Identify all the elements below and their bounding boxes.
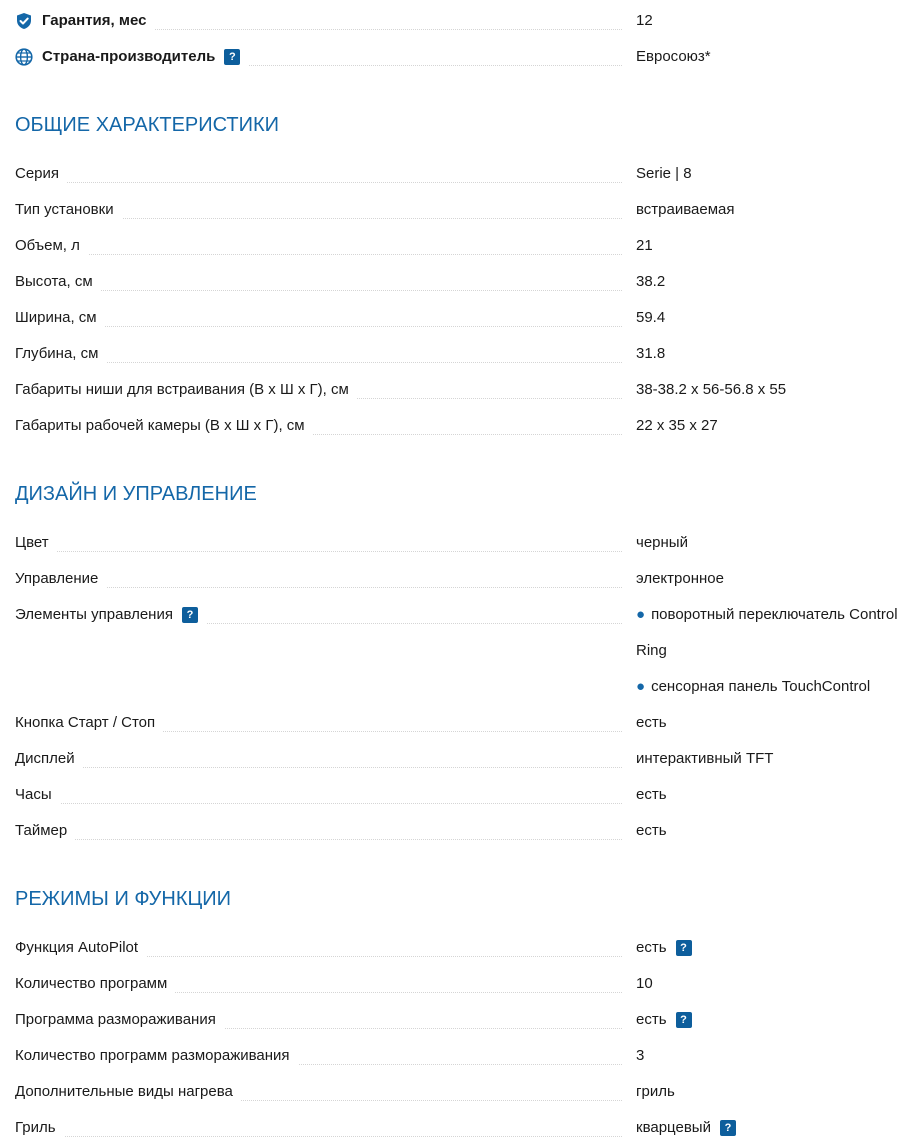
spec-label: Кнопка Старт / Стоп (15, 714, 163, 732)
spec-value: поворотный переключатель Control (651, 606, 898, 623)
spec-value: Ring (636, 642, 667, 659)
spec-label: Количество программ (15, 975, 175, 993)
spec-label: Высота, см (15, 273, 101, 291)
spec-label: Габариты ниши для встраивания (В х Ш х Г), см (15, 381, 357, 399)
spec-label: Дисплей (15, 750, 83, 768)
spec-label: Гриль (15, 1119, 64, 1137)
spec-label: Функция AutoPilot (15, 939, 146, 957)
spec-row (0, 227, 924, 263)
spec-label: Дополнительные виды нагрева (15, 1083, 241, 1101)
spec-value: 59.4 (636, 309, 666, 326)
spec-row-display (0, 740, 924, 776)
spec-row (0, 1073, 924, 1109)
spec-value: есть (636, 786, 667, 803)
spec-label: Ширина, см (15, 309, 105, 327)
spec-value: 10 (636, 975, 653, 992)
spec-label: Количество программ размораживания (15, 1047, 298, 1065)
dotted-leader (15, 839, 622, 840)
help-icon[interactable]: ? (182, 607, 198, 623)
spec-row (0, 1001, 924, 1037)
spec-value: 3 (636, 1047, 645, 1064)
spec-value: черный (636, 534, 688, 551)
spec-row (0, 155, 924, 191)
dotted-leader (15, 767, 622, 768)
spec-value: 12 (636, 12, 653, 29)
spec-row (0, 1037, 924, 1073)
spec-label: Таймер (15, 822, 75, 840)
section-title-modes: РЕЖИМЫ И ФУНКЦИИ (15, 888, 232, 910)
spec-row (0, 335, 924, 371)
help-icon[interactable]: ? (676, 1012, 692, 1028)
help-icon[interactable]: ? (676, 940, 692, 956)
spec-label: Цвет (15, 534, 57, 552)
dotted-leader (15, 803, 622, 804)
spec-label: Тип установки (15, 201, 122, 219)
spec-row-control (0, 560, 924, 596)
spec-row-continuation (0, 668, 924, 704)
dotted-leader (15, 182, 622, 183)
spec-row-color (0, 524, 924, 560)
dotted-leader (15, 1136, 622, 1137)
spec-label: Объем, л (15, 237, 88, 255)
bullet-icon: ● (636, 678, 646, 695)
spec-value: встраиваемая (636, 201, 735, 218)
spec-label: Часы (15, 786, 60, 804)
spec-row-clock (0, 776, 924, 812)
spec-label: Страна-производитель (42, 48, 216, 65)
spec-row-continuation (0, 632, 924, 668)
spec-row-country (0, 38, 924, 74)
spec-value: Евросоюз* (636, 48, 711, 65)
spec-label: Глубина, см (15, 345, 106, 363)
spec-value: 31.8 (636, 345, 666, 362)
spec-label: Элементы управления (15, 606, 173, 623)
spec-row (0, 263, 924, 299)
spec-value: гриль (636, 1083, 675, 1100)
spec-value: 38-38.2 x 56-56.8 x 55 (636, 381, 787, 398)
spec-row (0, 191, 924, 227)
help-icon[interactable]: ? (224, 49, 240, 65)
spec-row-control-elements (0, 596, 924, 632)
bullet-icon: ● (636, 606, 646, 623)
spec-value: интерактивный TFT (636, 750, 774, 767)
section-title-design: ДИЗАЙН И УПРАВЛЕНИЕ (15, 483, 257, 505)
spec-row (0, 371, 924, 407)
spec-row-start-stop (0, 704, 924, 740)
spec-label: Серия (15, 165, 67, 183)
spec-value: Serie | 8 (636, 165, 692, 182)
spec-label: Габариты рабочей камеры (В х Ш х Г), см (15, 417, 313, 435)
spec-value: есть (636, 714, 667, 731)
help-icon[interactable]: ? (720, 1120, 736, 1136)
section-title-general: ОБЩИЕ ХАРАКТЕРИСТИКИ (15, 114, 280, 136)
spec-value: 22 x 35 x 27 (636, 417, 718, 434)
spec-row (0, 1109, 924, 1145)
spec-label: Программа размораживания (15, 1011, 224, 1029)
spec-value: электронное (636, 570, 724, 587)
dotted-leader (15, 326, 622, 327)
spec-value: есть (636, 939, 667, 956)
spec-row (0, 299, 924, 335)
dotted-leader (15, 254, 622, 255)
dotted-leader (15, 551, 622, 552)
spec-row (0, 407, 924, 443)
spec-value: сенсорная панель TouchControl (651, 678, 871, 695)
dotted-leader (15, 290, 622, 291)
spec-row (0, 965, 924, 1001)
spec-row (0, 929, 924, 965)
spec-row-timer (0, 812, 924, 848)
shield-check-icon (15, 12, 33, 30)
globe-icon (15, 48, 33, 66)
spec-label: Гарантия, мес (42, 12, 147, 29)
spec-row-warranty (0, 2, 924, 38)
spec-label: Управление (15, 570, 106, 588)
spec-value: кварцевый (636, 1119, 711, 1136)
spec-value: есть (636, 822, 667, 839)
spec-value: 38.2 (636, 273, 666, 290)
spec-value: 21 (636, 237, 653, 254)
spec-value: есть (636, 1011, 667, 1028)
